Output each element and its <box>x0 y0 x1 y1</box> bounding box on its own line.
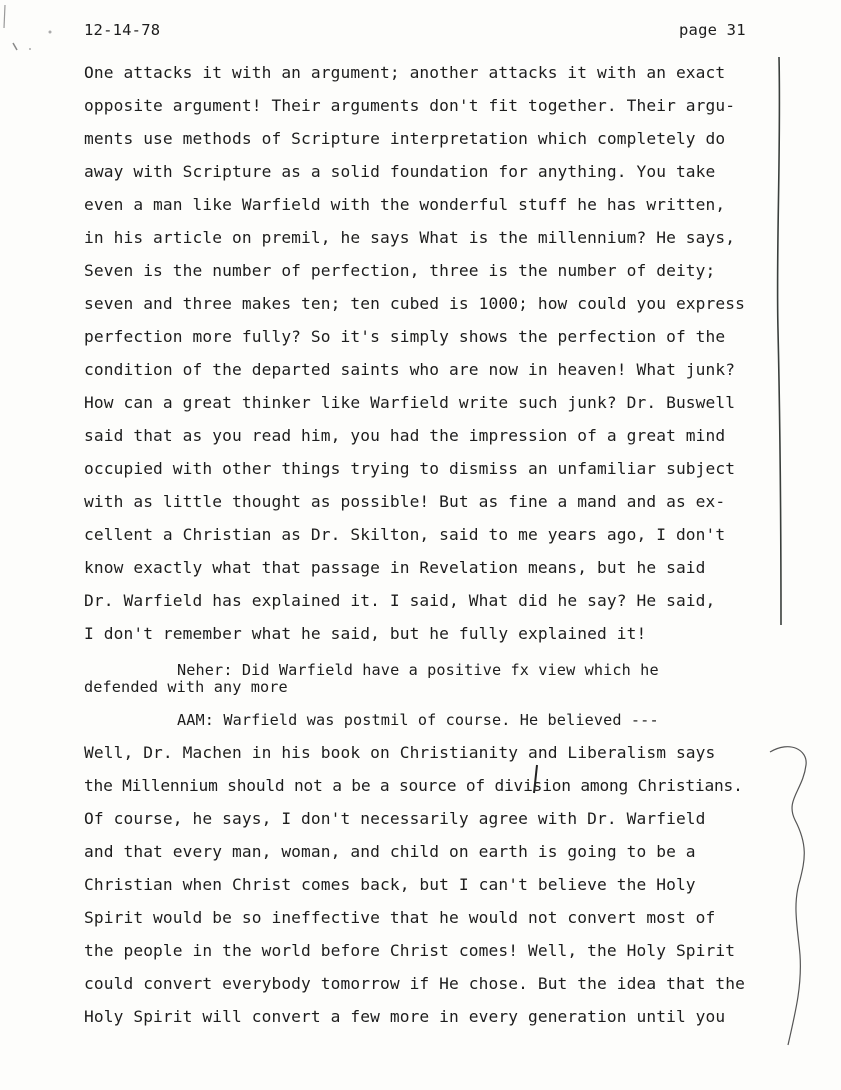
edge-dot <box>29 48 31 50</box>
text-line: occupied with other things trying to dismiss an unfamiliar subject <box>84 459 736 478</box>
text-line: cellent a Christian as Dr. Skilton, said to me years ago, I don't <box>84 525 726 544</box>
text-line: away with Scripture as a solid foundation for anything. You take <box>84 162 716 181</box>
edge-mark <box>4 5 5 28</box>
text-line: Neher: Did Warfield have a positive fx view which he <box>177 661 659 679</box>
margin-squiggle-mark <box>770 747 806 1045</box>
text-line: and that every man, woman, and child on earth is going to be a <box>84 842 696 861</box>
text-line: the Millennium should not a be a source of division among Christians. <box>84 776 743 795</box>
text-line: even a man like Warfield with the wonderful stuff he has written, <box>84 195 726 214</box>
text-line: Well, Dr. Machen in his book on Christianity and Liberalism says <box>84 743 716 762</box>
text-line: defended with any more <box>84 678 288 696</box>
text-line: opposite argument! Their arguments don't fit together. Their argu- <box>84 96 736 115</box>
page-number: page 31 <box>679 21 746 39</box>
edge-tick <box>13 43 17 50</box>
text-line: in his article on premil, he says What is the millennium? He says, <box>84 228 736 247</box>
margin-bracket-line <box>778 57 781 625</box>
division-insert-mark <box>534 765 537 793</box>
text-line: seven and three makes ten; ten cubed is 1000; how could you express <box>84 294 746 313</box>
text-line: condition of the departed saints who are now in heaven! What junk? <box>84 360 736 379</box>
text-line: Dr. Warfield has explained it. I said, What did he say? He said, <box>84 591 716 610</box>
text-line: Holy Spirit will convert a few more in every generation until you <box>84 1007 726 1026</box>
page-date: 12-14-78 <box>84 21 161 39</box>
text-line: Seven is the number of perfection, three is the number of deity; <box>84 261 716 280</box>
text-line: know exactly what that passage in Revelation means, but he said <box>84 558 706 577</box>
text-line: How can a great thinker like Warfield write such junk? Dr. Buswell <box>84 393 736 412</box>
text-line: could convert everybody tomorrow if He chose. But the idea that the <box>84 974 746 993</box>
text-line: with as little thought as possible! But as fine a mand and as ex- <box>84 492 726 511</box>
text-line: Christian when Christ comes back, but I can't believe the Holy <box>84 875 696 894</box>
text-line: said that as you read him, you had the impression of a great mind <box>84 426 726 445</box>
text-line: Spirit would be so ineffective that he would not convert most of <box>84 908 716 927</box>
text-line: One attacks it with an argument; another attacks it with an exact <box>84 63 726 82</box>
text-line: I don't remember what he said, but he fully explained it! <box>84 624 647 643</box>
text-line: the people in the world before Christ comes! Well, the Holy Spirit <box>84 941 736 960</box>
text-line: perfection more fully? So it's simply shows the perfection of the <box>84 327 726 346</box>
answer-intro: AAM: Warfield was postmil of course. He believed --- <box>177 711 659 729</box>
edge-dot <box>49 31 52 34</box>
text-line: Of course, he says, I don't necessarily agree with Dr. Warfield <box>84 809 706 828</box>
text-line: ments use methods of Scripture interpretation which completely do <box>84 129 726 148</box>
